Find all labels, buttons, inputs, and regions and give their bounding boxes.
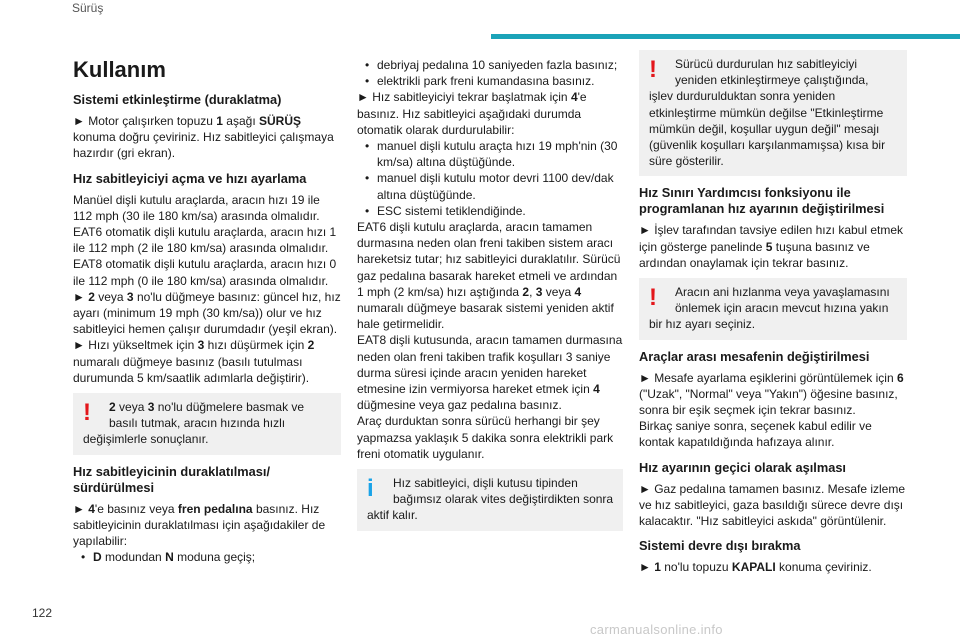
page-title: Kullanım [73,57,166,82]
heading-override: Hız ayarının geçici olarak aşılması [639,459,846,475]
paragraph-pause: ► 4'e basınız veya fren pedalına basınız. Hız sabitleyicinin duraklatılması için aşağıdakiler de yapılabilir: [73,501,326,549]
paragraph-override: ► Gaz pedalına tamamen basınız. Mesafe izleme ve hız sabitleyici, gaza basıldığı sürece devre dışı kalacaktır. "Hız sabitleyici askıda" görüntülenir. [639,481,906,529]
warning-note: ! 2 veya 3 no'lu düğmelere basmak ve basılı tutmak, aracın hızında hızlı değişimlerle sonuçlanır. [73,393,341,455]
heading-distance: Araçlar arası mesafenin değiştirilmesi [639,348,870,364]
heading-speed-limit: Hız Sınırı Yardımcısı fonksiyonu ile programlanan hız ayarının değiştirilmesi [639,185,885,217]
paragraph-eat6: EAT6 otomatik dişli kutulu araçlarda, aracın hızı 1 ile 112 mph (2 ile 180 km/sa) arasında olmalıdır. [73,225,337,256]
paragraph-press: ► 2 veya 3 no'lu düğmeye basınız: güncel hız, hız ayarı (minimum 19 mph (30 km/sa)) olur ve hız sabitleyici hemen çalışır durumdadır (yeşil ekran). [73,289,341,337]
warning-note: ! Sürücü durdurulan hız sabitleyiciyi yeniden etkinleştirmeye çalıştığında, işlev durdurulduktan sonra yeniden etkinleştirme mümkün değilse "Etkinleştirme mümkün değil, koşullar uygun değil" mesajı (güvenlik koşulları karşılanmamışsa) kısa bir süre gösterilir. [639,50,907,176]
list-item: • manuel dişli kutulu araçta hızı 19 mph'nin (30 km/sa) altına düştüğünde. [357,138,623,170]
info-icon: i [367,475,374,503]
paragraph-resume: ► Hız sabitleyiciyi tekrar başlatmak için 4'e basınız. Hız sabitleyici aşağıdaki durumda otomatik olarak durdurulabilir: [357,90,587,137]
paragraph-activate: ► Motor çalışırken topuzu 1 aşağı SÜRÜŞ konuma doğru çeviriniz. Hız sabitleyici çalışmaya hazırdır (gri ekran). [73,114,334,161]
list-item: • manuel dişli kutulu motor devri 1100 dev/dak altına düştüğünde. [357,170,623,202]
paragraph-deactivate: ► 1 no'lu topuzu KAPALI konuma çeviriniz. [639,560,872,575]
warning-icon: ! [649,56,657,83]
paragraph-adjust: ► Hızı yükseltmek için 3 hızı düşürmek için 2 numaralı düğmeye basınız (basılı tutulması durumunda 5 km/saatlik adımlarla değiştirir). [73,338,315,385]
list-item: • D modundan N moduna geçiş; [73,549,341,565]
header-accent-bar [491,34,960,39]
warning-icon: ! [649,284,657,312]
column-left [73,57,341,565]
page-number: 122 [32,606,53,620]
paragraph-speed-limit: ► İşlev tarafından tavsiye edilen hızı kabul etmek için gösterge panelinde 5 tuşuna basınız ve ardından onaylamak için tekrar basınız. [639,223,904,270]
paragraph-eat8-stop: EAT8 dişli kutusunda, aracın tamamen durmasına neden olan freni takiben trafik koşulları 3 saniye durma süresi içinde aracın yeniden hareket etmesine izin vermiyorsa hareket etmek için 4 düğmesine veya gaz pedalına basınız. [357,333,623,413]
paragraph-distance: ► Mesafe ayarlama eşiklerini görüntülemek için 6 ("Uzak", "Normal" veya "Yakın") öğesine basınız, sonra bir eşik seçmek için tekrar basınız. [639,370,904,418]
paragraph-eat6-stop: EAT6 dişli kutulu araçlarda, aracın tamamen durmasına neden olan freni takiben sistem aracı hareketsiz tutar; hız sabitleyici duraklatılır. Sürücü gaz pedalına basarak hareket etmeli ve ardından 1 mph (2 km/sa) hızı aştığında 2, 3 veya 4 numaralı düğmeye basarak sistemi yeniden aktif hale getirmelidir. [357,220,621,332]
list-item: • ESC sistemi tetiklendiğinde. [357,203,623,219]
heading-pause: Hız sabitleyicinin duraklatılması/ sürdürülmesi [73,463,270,495]
column-right [639,50,907,575]
paragraph-eat8: EAT8 otomatik dişli kutulu araçlarda, aracın hızı 0 ile 112 mph (0 ile 180 km/sa) arasında olmalıdır. [73,257,337,288]
warning-note: ! Aracın ani hızlanma veya yavaşlamasını önlemek için aracın mevcut hızına yakın bir hız ayarı seçiniz. [639,278,907,340]
paragraph-manual: Manüel dişli kutulu araçlarda, aracın hızı 19 ile 112 mph (30 ile 180 km/sa) arasında olmalıdır. [73,192,320,223]
paragraph-parking-brake: Araç durduktan sonra sürücü herhangi bir şey yapmazsa yaklaşık 5 dakika sonra elektrikli park freni otomatik uygulanır. [357,414,614,461]
info-note: i Hız sabitleyici, dişli kutusu tipinden bağımsız olarak vites değiştirdikten sonra aktif kalır. [357,469,623,531]
warning-icon: ! [83,399,91,427]
section-title: Sürüş [72,1,104,15]
heading-set-speed: Hız sabitleyiciyi açma ve hızı ayarlama [73,170,307,186]
heading-deactivate: Sistemi devre dışı bırakma [639,538,801,554]
list-item: • debriyaj pedalına 10 saniyeden fazla basınız; [357,57,623,73]
list-item: • elektrikli park freni kumandasına basınız. [357,73,623,89]
watermark: carmanualsonline.info [590,622,723,637]
heading-activate: Sistemi etkinleştirme (duraklatma) [73,92,282,107]
paragraph-distance-save: Birkaç saniye sonra, seçenek kabul edilir ve kontak kapatıldığında hafızaya alınır. [639,419,872,450]
column-middle [357,57,623,540]
